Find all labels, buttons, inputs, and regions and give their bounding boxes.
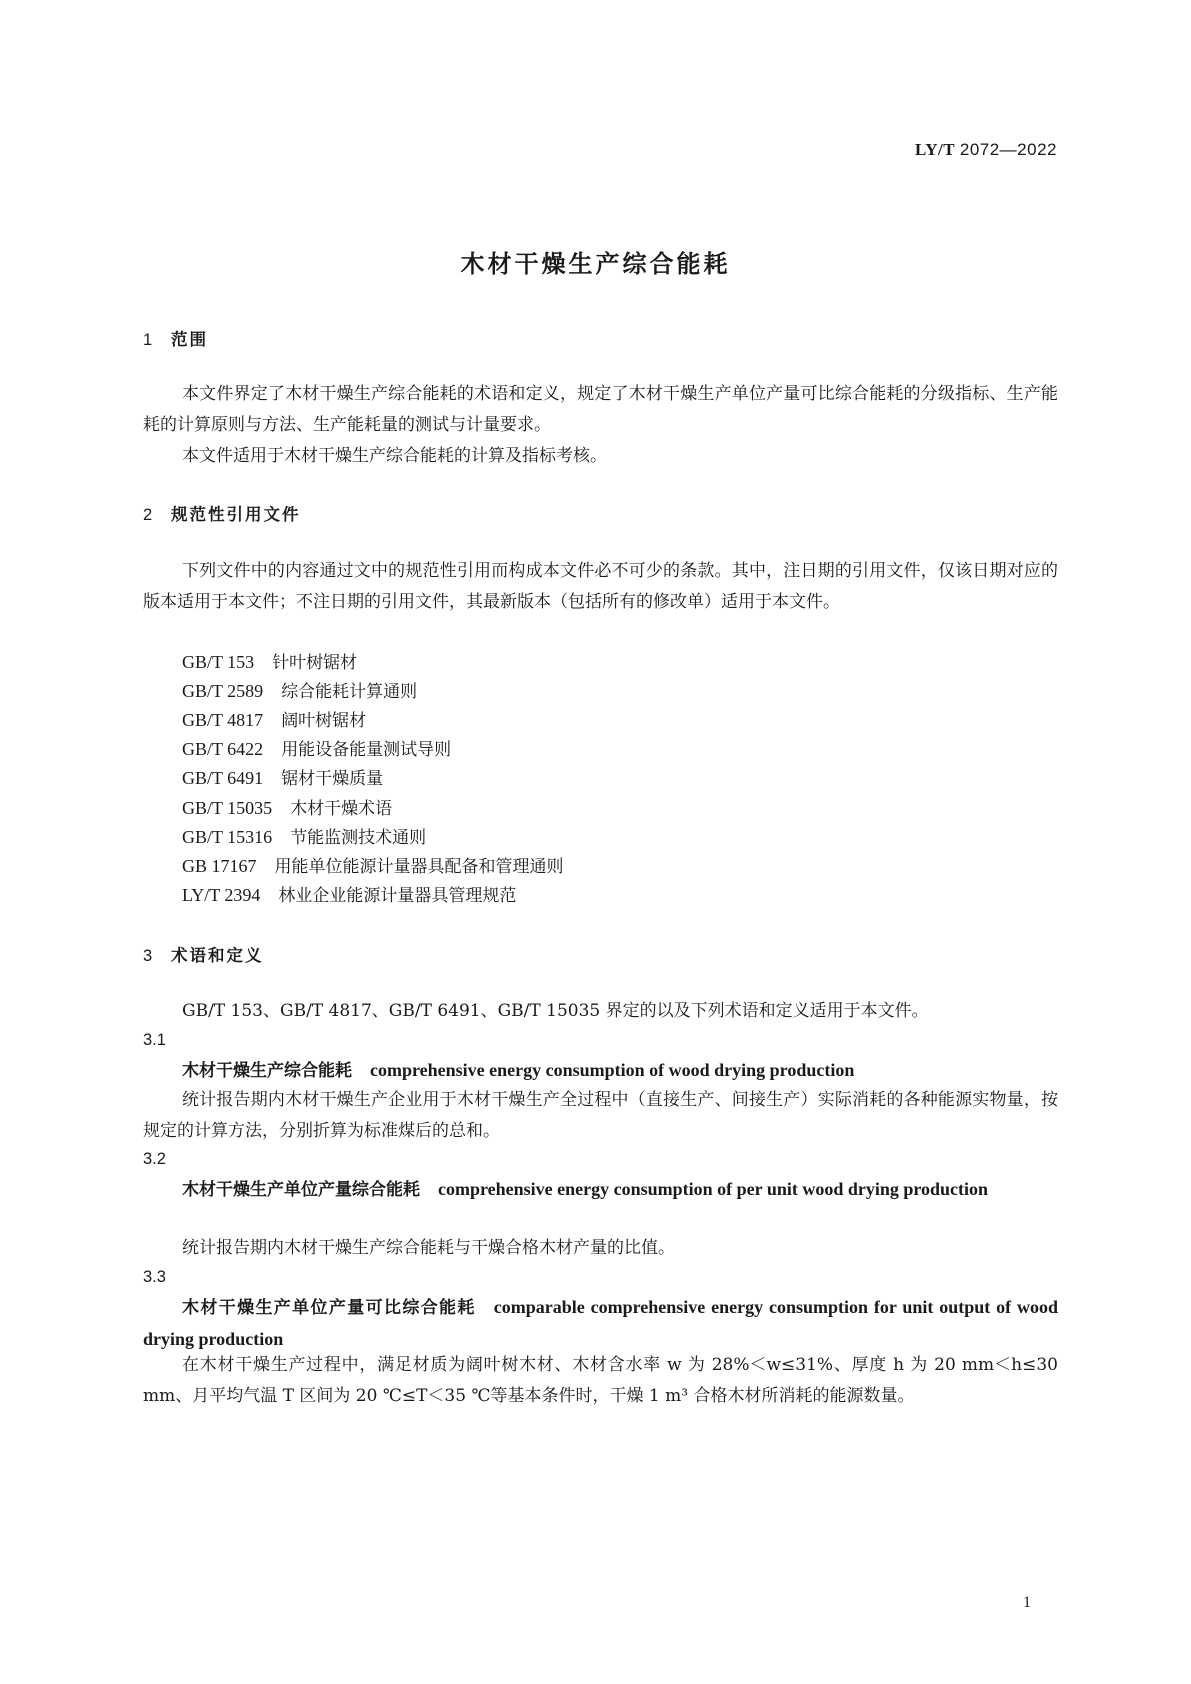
term-entry <box>143 1174 1058 1206</box>
reference-title: 用能设备能量测试导则 <box>281 740 452 760</box>
term-chinese: 木材干燥生产单位产量综合能耗 <box>182 1180 420 1200</box>
term-english: comprehensive energy consumption of wood drying production <box>370 1060 855 1080</box>
term-definition: 在木材干燥生产过程中，满足材质为阔叶树木材、木材含水率 w 为 28%＜w≤31%、厚度 h 为 20 mm＜h≤30 mm、月平均气温 T 区间为 20 ℃≤T＜35 ℃等基本条件时，干燥 1 m³ 合格木材所消耗的能源数量。 <box>143 1355 1058 1406</box>
scope-paragraph-1: 本文件界定了木材干燥生产综合能耗的术语和定义，规定了木材干燥生产单位产量可比综合能耗的分级指标、生产能耗的计算原则与方法、生产能耗量的测试与计量要求。 <box>143 384 1058 435</box>
term-entry <box>143 1292 1058 1355</box>
section-title: 术语和定义 <box>171 946 264 965</box>
section-3-heading <box>143 942 264 966</box>
reference-code: GB/T 2589 <box>182 681 264 701</box>
reference-item <box>182 823 426 848</box>
section-1-heading <box>143 326 208 350</box>
section-title: 规范性引用文件 <box>171 505 301 524</box>
reference-item <box>182 677 417 702</box>
standard-code <box>915 140 1057 160</box>
reference-title: 节能监测技术通则 <box>290 828 427 848</box>
reference-code: GB/T 15035 <box>182 798 273 818</box>
reference-code: GB/T 4817 <box>182 710 264 730</box>
standard-prefix: LY/T <box>914 140 956 159</box>
clause-number: 3.1 <box>143 1031 166 1049</box>
reference-code: GB 17167 <box>182 856 257 876</box>
reference-title: 锯材干燥质量 <box>281 769 384 789</box>
reference-title: 阔叶树锯材 <box>281 711 367 731</box>
reference-item <box>182 794 392 819</box>
reference-title: 综合能耗计算通则 <box>281 682 418 702</box>
term-definition: 统计报告期内木材干燥生产企业用于木材干燥生产全过程中（直接生产、间接生产）实际消耗的各种能源实物量，按规定的计算方法，分别折算为标准煤后的总和。 <box>143 1090 1058 1141</box>
reference-item <box>182 764 383 789</box>
reference-title: 林业企业能源计量器具管理规范 <box>278 886 517 906</box>
term-entry <box>143 1055 1058 1087</box>
reference-title: 针叶树锯材 <box>272 653 358 673</box>
normative-references-intro: 下列文件中的内容通过文中的规范性引用而构成本文件必不可少的条款。其中，注日期的引用文件，仅该日期对应的版本适用于本文件；不注日期的引用文件，其最新版本（包括所有的修改单）适用于本文件。 <box>143 561 1058 612</box>
reference-item <box>182 852 564 877</box>
reference-item <box>182 735 451 760</box>
reference-code: GB/T 15316 <box>182 827 273 847</box>
reference-code: LY/T 2394 <box>182 885 261 905</box>
page-number: 1 <box>1023 1594 1031 1611</box>
term-english: comparable comprehensive energy consumption for unit output of wood drying production <box>143 1297 1059 1349</box>
scope-paragraph-2: 本文件适用于木材干燥生产综合能耗的计算及指标考核。 <box>182 446 607 466</box>
reference-item <box>182 881 516 906</box>
reference-code: GB/T 153 <box>182 652 255 672</box>
term-chinese: 木材干燥生产单位产量可比综合能耗 <box>182 1298 476 1318</box>
reference-code: GB/T 6491 <box>182 768 264 788</box>
term-chinese: 木材干燥生产综合能耗 <box>182 1061 352 1081</box>
reference-code: GB/T 6422 <box>182 739 264 759</box>
term-english: comprehensive energy consumption of per unit wood drying production <box>438 1179 989 1199</box>
section-title: 范围 <box>171 330 208 349</box>
document-title: 木材干燥生产综合能耗 <box>460 250 731 278</box>
terms-intro: GB/T 153、GB/T 4817、GB/T 6491、GB/T 15035 界定的以及下列术语和定义适用于本文件。 <box>182 1001 929 1021</box>
reference-item <box>182 648 357 673</box>
reference-title: 木材干燥术语 <box>290 799 393 819</box>
clause-number: 3.3 <box>143 1268 166 1286</box>
standard-number: 2072—2022 <box>959 140 1057 159</box>
reference-title: 用能单位能源计量器具配备和管理通则 <box>274 857 564 877</box>
section-2-heading <box>143 501 301 525</box>
section-number: 3 <box>143 947 153 965</box>
clause-number: 3.2 <box>143 1150 166 1168</box>
section-number: 1 <box>143 331 153 349</box>
section-number: 2 <box>143 506 153 524</box>
reference-item <box>182 706 366 731</box>
term-definition: 统计报告期内木材干燥生产综合能耗与干燥合格木材产量的比值。 <box>182 1238 675 1258</box>
